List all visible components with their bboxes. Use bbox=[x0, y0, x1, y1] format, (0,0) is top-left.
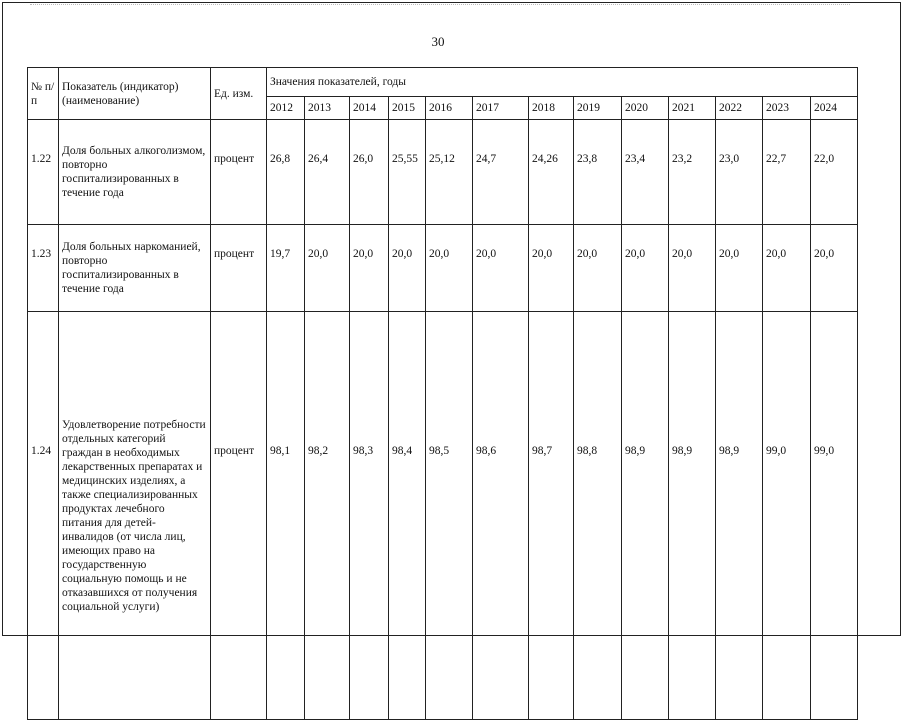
value-cell: 98,3 bbox=[350, 312, 389, 720]
page-number: 30 bbox=[431, 34, 445, 49]
header-year: 2015 bbox=[389, 97, 426, 120]
header-num: № п/п bbox=[28, 68, 59, 120]
value-cell: 20,0 bbox=[622, 225, 669, 312]
value-cell: 22,0 bbox=[811, 120, 858, 225]
header-unit: Ед. изм. bbox=[211, 68, 267, 120]
value-cell: 25,55 bbox=[389, 120, 426, 225]
header-name: Показатель (индикатор) (наименование) bbox=[59, 68, 211, 120]
header-row-top bbox=[28, 68, 858, 97]
unit-cell: процент bbox=[211, 225, 267, 312]
value-cell: 20,0 bbox=[763, 225, 811, 312]
value-cell: 98,4 bbox=[389, 312, 426, 720]
value-cell: 20,0 bbox=[669, 225, 716, 312]
indicator-name: Доля больных наркоманией, повторно госпитализированных в течение года bbox=[59, 225, 211, 312]
value-cell: 20,0 bbox=[529, 225, 574, 312]
value-cell: 23,0 bbox=[716, 120, 763, 225]
header-year: 2018 bbox=[529, 97, 574, 120]
header-year: 2014 bbox=[350, 97, 389, 120]
value-cell: 22,7 bbox=[763, 120, 811, 225]
value-cell: 20,0 bbox=[426, 225, 473, 312]
value-cell: 98,1 bbox=[267, 312, 305, 720]
unit-cell: процент bbox=[211, 120, 267, 225]
value-cell: 99,0 bbox=[811, 312, 858, 720]
header-year: 2022 bbox=[716, 97, 763, 120]
value-cell: 26,0 bbox=[350, 120, 389, 225]
value-cell: 20,0 bbox=[350, 225, 389, 312]
value-cell: 98,9 bbox=[622, 312, 669, 720]
value-cell: 20,0 bbox=[574, 225, 622, 312]
unit-cell: процент bbox=[211, 312, 267, 720]
value-cell: 98,2 bbox=[305, 312, 350, 720]
header-year: 2023 bbox=[763, 97, 811, 120]
row-number: 1.23 bbox=[28, 225, 59, 312]
header-year: 2013 bbox=[305, 97, 350, 120]
value-cell: 98,8 bbox=[574, 312, 622, 720]
value-cell: 23,8 bbox=[574, 120, 622, 225]
value-cell: 20,0 bbox=[716, 225, 763, 312]
value-cell: 20,0 bbox=[473, 225, 529, 312]
table-row bbox=[28, 225, 858, 312]
value-cell: 23,4 bbox=[622, 120, 669, 225]
value-cell: 19,7 bbox=[267, 225, 305, 312]
value-cell: 98,7 bbox=[529, 312, 574, 720]
header-year: 2019 bbox=[574, 97, 622, 120]
value-cell: 25,12 bbox=[426, 120, 473, 225]
indicator-name: Доля больных алкоголизмом, повторно госпитализированных в течение года bbox=[59, 120, 211, 225]
value-cell: 23,2 bbox=[669, 120, 716, 225]
header-values: Значения показателей, годы bbox=[267, 68, 858, 97]
table-row bbox=[28, 312, 858, 720]
value-cell: 99,0 bbox=[763, 312, 811, 720]
table-row bbox=[28, 120, 858, 225]
value-cell: 20,0 bbox=[389, 225, 426, 312]
row-number: 1.22 bbox=[28, 120, 59, 225]
indicator-name: Удовлетворение потребности отдельных категорий граждан в необходимых лекарственных препаратах и медицинских изделиях, а также специализированных продуктах лечебного питания для детей-инвалидов (от числа лиц, имеющих право на государственную социальную помощь и не отказавшихся от получения социальной услуги) bbox=[59, 312, 211, 720]
value-cell: 20,0 bbox=[811, 225, 858, 312]
value-cell: 24,7 bbox=[473, 120, 529, 225]
header-year: 2012 bbox=[267, 97, 305, 120]
indicator-table bbox=[27, 67, 858, 720]
value-cell: 98,9 bbox=[716, 312, 763, 720]
value-cell: 98,6 bbox=[473, 312, 529, 720]
value-cell: 26,8 bbox=[267, 120, 305, 225]
header-year: 2016 bbox=[426, 97, 473, 120]
row-number: 1.24 bbox=[28, 312, 59, 720]
value-cell: 98,5 bbox=[426, 312, 473, 720]
header-year: 2024 bbox=[811, 97, 858, 120]
value-cell: 26,4 bbox=[305, 120, 350, 225]
value-cell: 20,0 bbox=[305, 225, 350, 312]
header-year: 2017 bbox=[473, 97, 529, 120]
scan-top-rule bbox=[30, 4, 850, 5]
value-cell: 98,9 bbox=[669, 312, 716, 720]
header-year: 2020 bbox=[622, 97, 669, 120]
header-year: 2021 bbox=[669, 97, 716, 120]
value-cell: 24,26 bbox=[529, 120, 574, 225]
